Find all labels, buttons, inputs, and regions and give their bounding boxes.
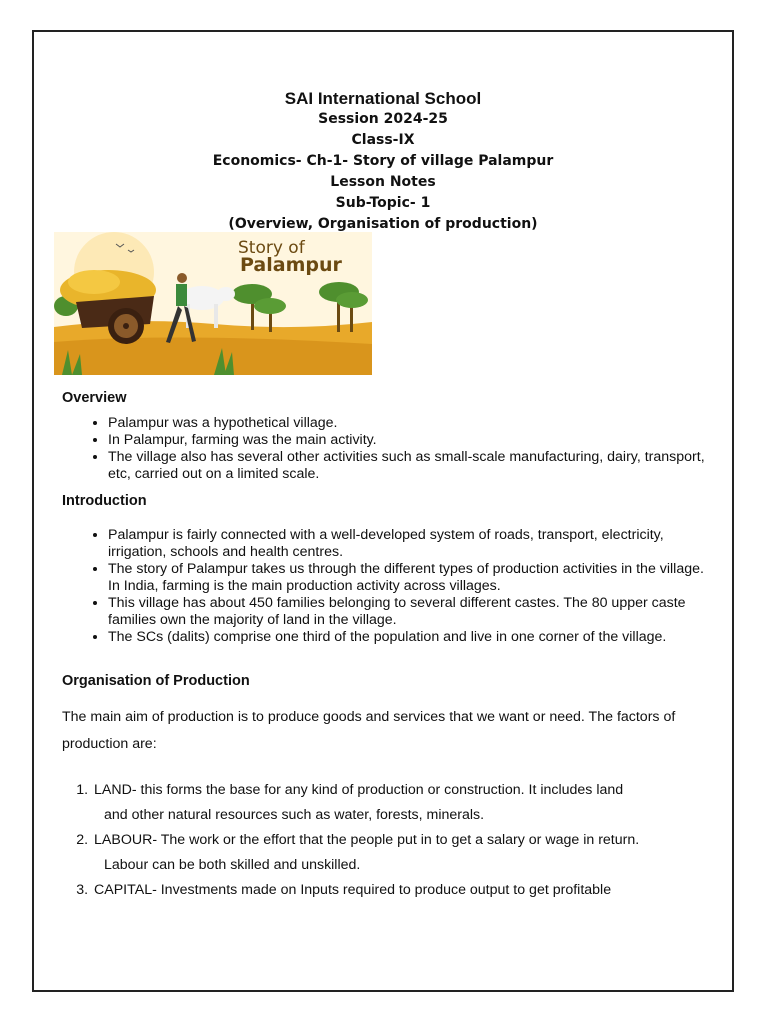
introduction-heading: Introduction	[62, 493, 147, 509]
overview-section	[62, 390, 712, 483]
factor-text: LAND- this forms the base for any kind of production or construction. It includes land	[94, 782, 624, 798]
scope-line: (Overview, Organisation of production)	[228, 216, 538, 232]
document-page	[32, 30, 734, 992]
factor-item-land	[92, 778, 712, 828]
subtopic-line: Sub-Topic- 1	[335, 195, 431, 211]
list-item: • The SCs (dalits) comprise one third of the population and live in one corner of the village.	[108, 629, 712, 646]
list-item: • Palampur is fairly connected with a well-developed system of roads, transport, electricity, irrigation, schools and health centres.	[108, 527, 712, 561]
subject-line: Economics- Ch-1- Story of village Palampur	[212, 153, 554, 169]
school-name: SAI International School	[284, 89, 482, 108]
list-item: • Palampur was a hypothetical village.	[108, 415, 712, 432]
organisation-section	[62, 673, 712, 903]
class-line: Class-IX	[351, 132, 415, 148]
factor-text-continued: Labour can be both skilled and unskilled.	[104, 857, 361, 873]
document-body	[62, 390, 712, 903]
list-item: • The story of Palampur takes us through the different types of production activities in the village. In India, farming is the main production activity across villages.	[108, 561, 712, 595]
session-line: Session 2024-25	[318, 111, 448, 127]
illustration-title-line1: Story of	[238, 238, 305, 258]
overview-heading: Overview	[62, 390, 127, 406]
introduction-list	[62, 527, 712, 646]
palampur-illustration	[54, 232, 372, 375]
list-item: • The village also has several other activities such as small-scale manufacturing, dairy, transport, etc, carried out on a limited scale.	[108, 449, 712, 483]
illustration-title-line2: Palampur	[240, 254, 342, 276]
organisation-paragraph: The main aim of production is to produce goods and services that we want or need. The factors of production are:	[62, 709, 676, 752]
lesson-notes-line: Lesson Notes	[330, 174, 436, 190]
introduction-section	[62, 493, 712, 646]
overview-list	[62, 415, 712, 483]
organisation-heading: Organisation of Production	[62, 673, 250, 689]
factor-text: LABOUR- The work or the effort that the people put in to get a salary or wage in return.	[94, 832, 640, 848]
factor-text-continued: and other natural resources such as water, forests, minerals.	[104, 807, 485, 823]
document-header	[34, 88, 732, 235]
factor-text: CAPITAL- Investments made on Inputs required to produce output to get profitable	[94, 882, 612, 898]
factor-item-labour	[92, 828, 712, 878]
list-item: • This village has about 450 families belonging to several different castes. The 80 upper caste families own the majority of land in the village.	[108, 595, 712, 629]
factor-item-capital	[92, 878, 712, 903]
list-item: • In Palampur, farming was the main activity.	[108, 432, 712, 449]
factors-list	[62, 778, 712, 903]
